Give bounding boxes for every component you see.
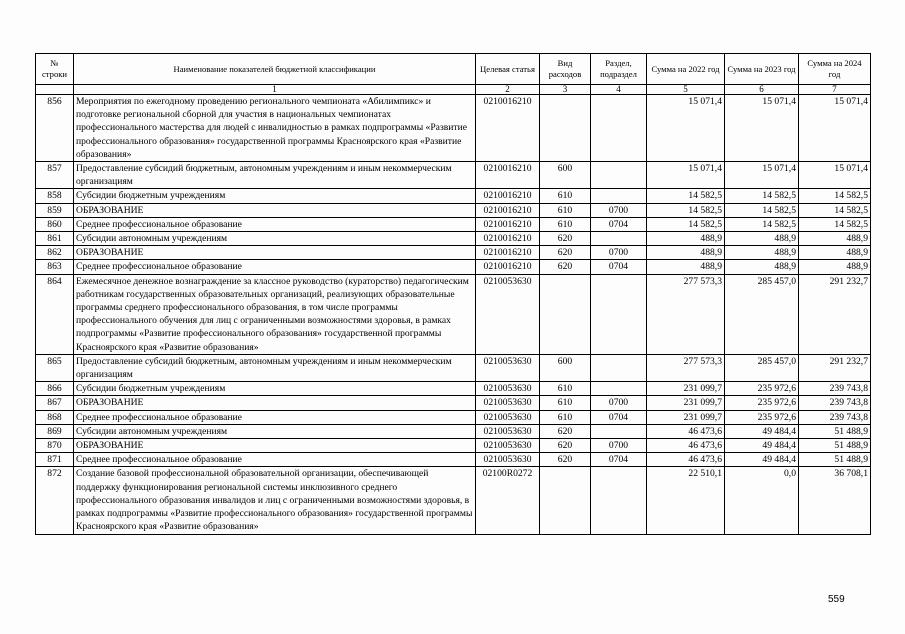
target-article-cell: 0210016210 <box>476 260 540 274</box>
sum-2024-cell: 239 743,8 <box>799 396 871 410</box>
sum-2022-cell: 488,9 <box>647 246 725 260</box>
section-cell: 0700 <box>591 439 647 453</box>
expense-type-cell: 610 <box>540 203 591 217</box>
table-row <box>36 424 871 438</box>
table-row <box>36 246 871 260</box>
section-cell: 0704 <box>591 217 647 231</box>
section-cell <box>591 162 647 189</box>
indicator-name-cell: Субсидии автономным учреждениям <box>74 232 476 246</box>
sum-2022-cell: 14 582,5 <box>647 189 725 203</box>
target-article-cell: 0210053630 <box>476 424 540 438</box>
indicator-name-cell: Среднее профессиональное образование <box>74 260 476 274</box>
section-cell <box>591 467 647 534</box>
target-article-cell: 0210016210 <box>476 232 540 246</box>
header-row <box>36 54 871 85</box>
target-article-cell: 0210016210 <box>476 217 540 231</box>
column-number-row <box>36 85 871 95</box>
indicator-name-cell: Предоставление субсидий бюджетным, автономным учреждениям и иным некоммерческим организациям <box>74 162 476 189</box>
column-number: 2 <box>476 85 540 95</box>
table-row <box>36 95 871 162</box>
sum-2023-cell: 285 457,0 <box>725 354 799 381</box>
row-number-cell: 869 <box>36 424 74 438</box>
expense-type-cell: 620 <box>540 453 591 467</box>
sum-2022-cell: 15 071,4 <box>647 162 725 189</box>
section-cell: 0700 <box>591 396 647 410</box>
sum-2023-cell: 14 582,5 <box>725 189 799 203</box>
target-article-cell: 0210053630 <box>476 396 540 410</box>
column-number <box>36 85 74 95</box>
sum-2022-cell: 277 573,3 <box>647 354 725 381</box>
sum-2023-cell: 235 972,6 <box>725 396 799 410</box>
sum-2024-cell: 51 488,9 <box>799 439 871 453</box>
header-num: № строки <box>36 54 74 85</box>
expense-type-cell: 610 <box>540 189 591 203</box>
section-cell: 0704 <box>591 260 647 274</box>
expense-type-cell: 600 <box>540 162 591 189</box>
sum-2022-cell: 488,9 <box>647 232 725 246</box>
indicator-name-cell: Среднее профессиональное образование <box>74 410 476 424</box>
target-article-cell: 0210016210 <box>476 189 540 203</box>
sum-2023-cell: 14 582,5 <box>725 217 799 231</box>
sum-2022-cell: 488,9 <box>647 260 725 274</box>
sum-2022-cell: 14 582,5 <box>647 217 725 231</box>
target-article-cell: 0210053630 <box>476 453 540 467</box>
header-sum-2023: Сумма на 2023 год <box>725 54 799 85</box>
table-row <box>36 274 871 354</box>
row-number-cell: 863 <box>36 260 74 274</box>
row-number-cell: 872 <box>36 467 74 534</box>
sum-2023-cell: 235 972,6 <box>725 382 799 396</box>
row-number-cell: 858 <box>36 189 74 203</box>
indicator-name-cell: Среднее профессиональное образование <box>74 217 476 231</box>
column-number: 1 <box>74 85 476 95</box>
sum-2022-cell: 46 473,6 <box>647 424 725 438</box>
sum-2022-cell: 277 573,3 <box>647 274 725 354</box>
sum-2024-cell: 36 708,1 <box>799 467 871 534</box>
sum-2023-cell: 488,9 <box>725 232 799 246</box>
row-number-cell: 862 <box>36 246 74 260</box>
section-cell <box>591 274 647 354</box>
expense-type-cell: 610 <box>540 217 591 231</box>
section-cell <box>591 354 647 381</box>
indicator-name-cell: ОБРАЗОВАНИЕ <box>74 396 476 410</box>
sum-2022-cell: 15 071,4 <box>647 95 725 162</box>
column-number: 5 <box>647 85 725 95</box>
row-number-cell: 868 <box>36 410 74 424</box>
header-type: Вид расходов <box>540 54 591 85</box>
indicator-name-cell: ОБРАЗОВАНИЕ <box>74 203 476 217</box>
column-number: 4 <box>591 85 647 95</box>
table-row <box>36 467 871 534</box>
sum-2022-cell: 46 473,6 <box>647 439 725 453</box>
indicator-name-cell: Среднее профессиональное образование <box>74 453 476 467</box>
table-row <box>36 453 871 467</box>
expense-type-cell: 620 <box>540 439 591 453</box>
sum-2023-cell: 235 972,6 <box>725 410 799 424</box>
target-article-cell: 0210016210 <box>476 203 540 217</box>
sum-2023-cell: 15 071,4 <box>725 95 799 162</box>
sum-2024-cell: 51 488,9 <box>799 424 871 438</box>
column-number: 6 <box>725 85 799 95</box>
indicator-name-cell: Субсидии бюджетным учреждениям <box>74 382 476 396</box>
indicator-name-cell: Предоставление субсидий бюджетным, автономным учреждениям и иным некоммерческим организациям <box>74 354 476 381</box>
sum-2024-cell: 14 582,5 <box>799 203 871 217</box>
sum-2022-cell: 46 473,6 <box>647 453 725 467</box>
target-article-cell: 0210053630 <box>476 382 540 396</box>
indicator-name-cell: Субсидии автономным учреждениям <box>74 424 476 438</box>
expense-type-cell: 620 <box>540 260 591 274</box>
target-article-cell: 0210016210 <box>476 162 540 189</box>
indicator-name-cell: ОБРАЗОВАНИЕ <box>74 439 476 453</box>
sum-2024-cell: 239 743,8 <box>799 410 871 424</box>
sum-2024-cell: 488,9 <box>799 232 871 246</box>
sum-2024-cell: 51 488,9 <box>799 453 871 467</box>
target-article-cell: 0210016210 <box>476 95 540 162</box>
table-row <box>36 217 871 231</box>
sum-2024-cell: 488,9 <box>799 246 871 260</box>
target-article-cell: 0210053630 <box>476 439 540 453</box>
expense-type-cell <box>540 467 591 534</box>
sum-2023-cell: 488,9 <box>725 260 799 274</box>
sum-2022-cell: 22 510,1 <box>647 467 725 534</box>
header-target: Целевая статья <box>476 54 540 85</box>
table-row <box>36 354 871 381</box>
row-number-cell: 860 <box>36 217 74 231</box>
row-number-cell: 864 <box>36 274 74 354</box>
table-row <box>36 410 871 424</box>
row-number-cell: 866 <box>36 382 74 396</box>
expense-type-cell: 610 <box>540 396 591 410</box>
sum-2022-cell: 231 099,7 <box>647 396 725 410</box>
section-cell <box>591 424 647 438</box>
target-article-cell: 02100R0272 <box>476 467 540 534</box>
section-cell <box>591 189 647 203</box>
column-number: 7 <box>799 85 871 95</box>
section-cell: 0700 <box>591 203 647 217</box>
sum-2024-cell: 488,9 <box>799 260 871 274</box>
expense-type-cell <box>540 274 591 354</box>
section-cell: 0704 <box>591 453 647 467</box>
row-number-cell: 867 <box>36 396 74 410</box>
sum-2023-cell: 14 582,5 <box>725 203 799 217</box>
column-number: 3 <box>540 85 591 95</box>
row-number-cell: 859 <box>36 203 74 217</box>
section-cell: 0704 <box>591 410 647 424</box>
table-row <box>36 439 871 453</box>
indicator-name-cell: Мероприятия по ежегодному проведению регионального чемпионата «Абилимпикс» и подготовке региональной сборной для участия в национальных чемпионатах профессионального мастерства для людей с инвалидностью в рамках подпрограммы «Развитие профессионального образования» государственной программы Красноярского края «Развитие образования» <box>74 95 476 162</box>
sum-2022-cell: 14 582,5 <box>647 203 725 217</box>
table-row <box>36 396 871 410</box>
row-number-cell: 856 <box>36 95 74 162</box>
target-article-cell: 0210053630 <box>476 274 540 354</box>
header-sum-2022: Сумма на 2022 год <box>647 54 725 85</box>
row-number-cell: 870 <box>36 439 74 453</box>
expense-type-cell: 620 <box>540 424 591 438</box>
expense-type-cell: 620 <box>540 246 591 260</box>
expense-type-cell: 620 <box>540 232 591 246</box>
table-row <box>36 260 871 274</box>
row-number-cell: 871 <box>36 453 74 467</box>
row-number-cell: 861 <box>36 232 74 246</box>
target-article-cell: 0210016210 <box>476 246 540 260</box>
sum-2024-cell: 15 071,4 <box>799 162 871 189</box>
sum-2024-cell: 14 582,5 <box>799 189 871 203</box>
sum-2023-cell: 488,9 <box>725 246 799 260</box>
section-cell <box>591 232 647 246</box>
table-row <box>36 382 871 396</box>
sum-2022-cell: 231 099,7 <box>647 410 725 424</box>
header-name: Наименование показателей бюджетной классификации <box>74 54 476 85</box>
header-section: Раздел, подраздел <box>591 54 647 85</box>
table-row <box>36 232 871 246</box>
table-row <box>36 189 871 203</box>
indicator-name-cell: Создание базовой профессиональной образовательной организации, обеспечивающей поддержку функционирования региональной системы инклюзивного среднего профессионального образования инвалидов и лиц с ограниченными возможностями здоровья, в рамках подпрограммы «Развитие профессионального образования» государственной программы Красноярского края «Развитие образования» <box>74 467 476 534</box>
sum-2023-cell: 285 457,0 <box>725 274 799 354</box>
section-cell: 0700 <box>591 246 647 260</box>
row-number-cell: 857 <box>36 162 74 189</box>
sum-2024-cell: 291 232,7 <box>799 274 871 354</box>
sum-2022-cell: 231 099,7 <box>647 382 725 396</box>
sum-2023-cell: 0,0 <box>725 467 799 534</box>
expense-type-cell: 610 <box>540 410 591 424</box>
budget-table <box>35 53 871 535</box>
sum-2024-cell: 15 071,4 <box>799 95 871 162</box>
sum-2024-cell: 239 743,8 <box>799 382 871 396</box>
sum-2024-cell: 14 582,5 <box>799 217 871 231</box>
sum-2023-cell: 49 484,4 <box>725 424 799 438</box>
table-row <box>36 162 871 189</box>
target-article-cell: 0210053630 <box>476 354 540 381</box>
row-number-cell: 865 <box>36 354 74 381</box>
sum-2023-cell: 15 071,4 <box>725 162 799 189</box>
page-number: 559 <box>828 594 845 605</box>
expense-type-cell <box>540 95 591 162</box>
sum-2023-cell: 49 484,4 <box>725 439 799 453</box>
section-cell <box>591 95 647 162</box>
table-body <box>36 95 871 535</box>
section-cell <box>591 382 647 396</box>
indicator-name-cell: Субсидии бюджетным учреждениям <box>74 189 476 203</box>
sum-2024-cell: 291 232,7 <box>799 354 871 381</box>
sum-2023-cell: 49 484,4 <box>725 453 799 467</box>
table-row <box>36 203 871 217</box>
expense-type-cell: 600 <box>540 354 591 381</box>
header-sum-2024: Сумма на 2024 год <box>799 54 871 85</box>
expense-type-cell: 610 <box>540 382 591 396</box>
indicator-name-cell: Ежемесячное денежное вознаграждение за классное руководство (кураторство) педагогическим работникам государственных образовательных организаций, реализующих образовательные программы среднего профессионального образования, в том числе программы профессионального обучения для лиц с ограниченными возможностями здоровья, в рамках подпрограммы «Развитие профессионального образования» государственной программы Красноярского края «Развитие образования» <box>74 274 476 354</box>
target-article-cell: 0210053630 <box>476 410 540 424</box>
indicator-name-cell: ОБРАЗОВАНИЕ <box>74 246 476 260</box>
